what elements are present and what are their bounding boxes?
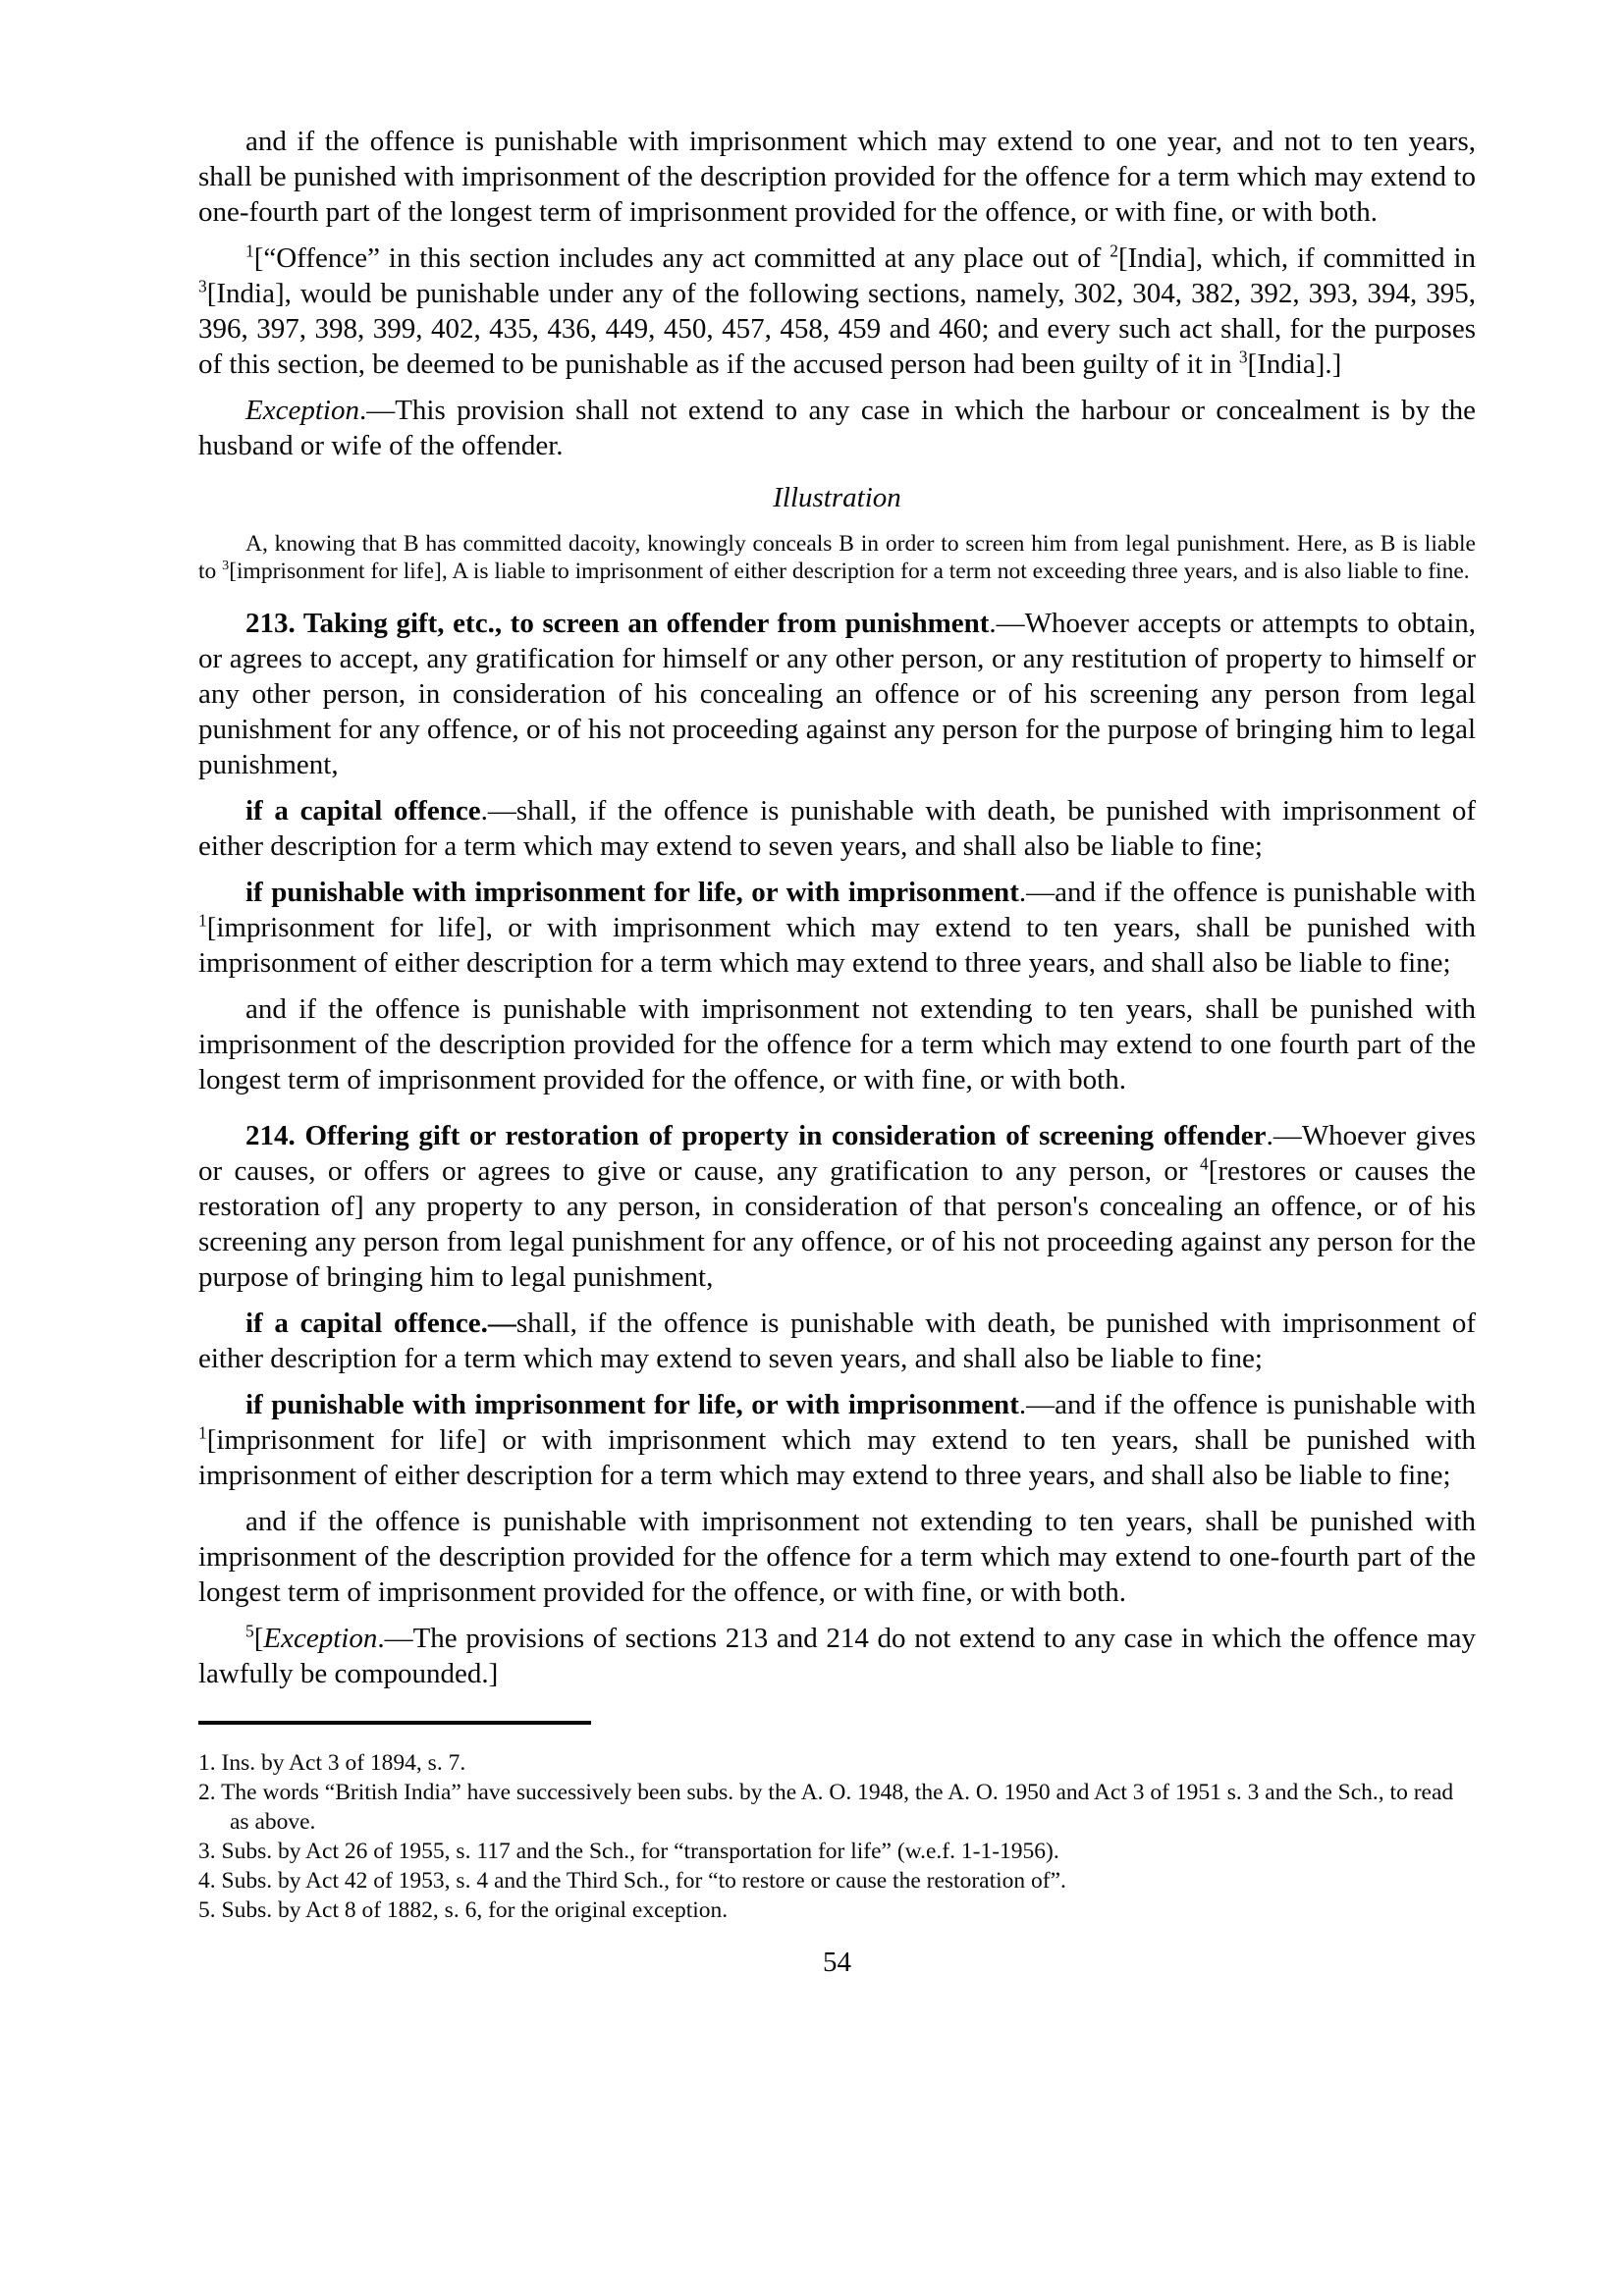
page-body [198,124,1476,1691]
para-214-capital-offence [198,1306,1476,1376]
text-segment: [India], which, if committed in [1117,242,1476,274]
text-segment: .—shall, if the offence is punishable with death, be punished with imprisonment of either description for a term which may extend to seven years, and shall also be liable to fine; [198,795,1476,862]
footnote-1 [198,1748,1476,1778]
text-segment: 5 [245,1621,254,1641]
text-segment: and if the offence is punishable with imprisonment not extending to ten years, shall be punished with imprisonment of the description provided for the offence for a term which may extend to one fourth part of the longest term of imprisonment provided for the offence, or with fine, or with both. [198,993,1476,1095]
text-segment: [India].] [1247,348,1342,380]
para-214-life-imprisonment [198,1387,1476,1493]
illustration-text [198,530,1476,585]
text-segment: if punishable with imprisonment for life, or with imprisonment [245,1389,1019,1420]
para-exception-213-214 [198,1621,1476,1691]
text-segment: and if the offence is punishable with imprisonment not extending to ten years, shall be punished with imprisonment of the description provided for the offence for a term which may extend to one-fourth part of the longest term of imprisonment provided for the offence, or with fine, or with both. [198,1506,1476,1608]
text-segment: 3 [198,276,207,296]
text-segment: 1 [198,1422,207,1443]
text-segment: 5. Subs. by Act 8 of 1882, s. 6, for the original exception. [198,1897,729,1923]
text-segment: [India], would be punishable under any of the following sections, namely, 302, 304, 382, 392, 393, 394, 395, 396, 397, 398, 399, 402, 435, 436, 449, 450, 457, 458, 459 and 460; and every such act shall, for the purposes of this section, be deemed to be punishable as if the accused person had been guilty of it in [198,278,1476,380]
text-segment: .—Whoever accepts or attempts to obtain, or agrees to accept, any gratification for himself or any other person, or any restitution of property to himself or any other person, in consideration of his concealing an offence or of his screening any person from legal punishment for any offence, or of his not proceeding against any person for the purpose of bringing him to legal punishment, [198,608,1476,780]
footnote-5 [198,1896,1476,1925]
text-segment: 1 [245,240,254,261]
para-214-lesser-imprisonment [198,1504,1476,1610]
para-213-capital-offence [198,793,1476,864]
text-segment: .—This provision shall not extend to any case in which the harbour or concealment is by the husband or wife of the offender. [198,395,1476,461]
para-213-lesser-imprisonment [198,991,1476,1097]
text-segment: [ [253,1623,264,1654]
text-segment: 3 [1238,347,1248,367]
footnote-separator [198,1721,591,1725]
text-segment: 213. Taking gift, etc., to screen an offender from punishment [245,608,990,639]
text-segment: 3. Subs. by Act 26 of 1955, s. 117 and the Sch., for “transportation for life” (w.e.f. 1-1-1956). [198,1839,1059,1864]
text-segment: [imprisonment for life] or with imprisonment which may extend to ten years, shall be punished with imprisonment of either description for a term which may extend to three years, and shall also be liable to fine; [198,1424,1476,1491]
text-segment: [imprisonment for life], or with imprisonment which may extend to ten years, shall be punished with imprisonment of either description for a term which may extend to three years, and shall also be liable to fine; [198,912,1476,979]
para-exception-212 [198,393,1476,463]
section-213-paragraph [198,606,1476,782]
text-segment: shall, if the offence is punishable with death, be punished with imprisonment of either description for a term which may extend to seven years, and shall also be liable to fine; [198,1308,1476,1374]
text-segment: 4 [1199,1153,1209,1174]
illustration-heading [198,480,1476,515]
text-segment: 1. Ins. by Act 3 of 1894, s. 7. [198,1750,466,1776]
footnotes [198,1748,1476,1925]
text-segment: and if the offence is punishable with imprisonment which may extend to one year, and not to ten years, shall be punished with imprisonment of the description provided for the offence for a term which may extend to one-fourth part of the longest term of imprisonment provided for the offence, or with fine, or with both. [198,126,1476,228]
text-segment: 1 [198,910,207,931]
text-segment: .—and if the offence is punishable with [1018,877,1476,908]
text-segment: if punishable with imprisonment for life, or with imprisonment [245,877,1019,908]
text-segment: 2 [1110,240,1118,261]
text-segment: .—and if the offence is punishable with [1018,1389,1476,1420]
footnote-2 [198,1778,1476,1837]
footnote-3 [198,1837,1476,1866]
para-213-life-imprisonment [198,875,1476,981]
text-segment: if a capital offence.— [245,1308,516,1339]
text-segment: [restores or causes the restoration of] any property to any person, in consideration of that person's concealing an offence, or of his screening any person from legal punishment for any offence, or of his not proceeding against any person for the purpose of bringing him to legal punishment, [198,1155,1476,1293]
page-number: 54 [823,1947,851,1978]
text-segment: [imprisonment for life], A is liable to imprisonment of either description for a term not exceeding three years, and is also liable to fine. [229,559,1470,584]
text-segment: Exception [263,1623,378,1654]
text-segment: Exception [245,395,359,426]
text-segment: .—The provisions of sections 213 and 214 do not extend to any case in which the offence may lawfully be compounded.] [198,1623,1476,1689]
text-segment: [“Offence” in this section includes any act committed at any place out of [253,242,1110,274]
footnote-4 [198,1866,1476,1896]
text-segment: 4. Subs. by Act 42 of 1953, s. 4 and the Third Sch., for “to restore or cause the restoration of”. [198,1868,1066,1894]
text-segment: 2. The words “British India” have successively been subs. by the A. O. 1948, the A. O. 1950 and Act 3 of 1951 s. 3 and the Sch., to read as above. [198,1780,1454,1835]
para-offence-definition [198,240,1476,382]
text-segment: if a capital offence [245,795,481,827]
para-212-lesser-imprisonment [198,124,1476,230]
text-segment: 214. Offering gift or restoration of property in consideration of screening offender [245,1120,1267,1151]
text-segment: A, knowing that B has committed dacoity, knowingly conceals B in order to screen him from legal punishment. Here, as B is liable to [198,531,1476,584]
section-214-paragraph [198,1118,1476,1295]
text-segment: Illustration [773,482,901,513]
text-segment: 3 [222,558,230,574]
text-segment: .—Whoever gives or causes, or offers or agrees to give or cause, any gratification to any person, or [198,1120,1476,1187]
